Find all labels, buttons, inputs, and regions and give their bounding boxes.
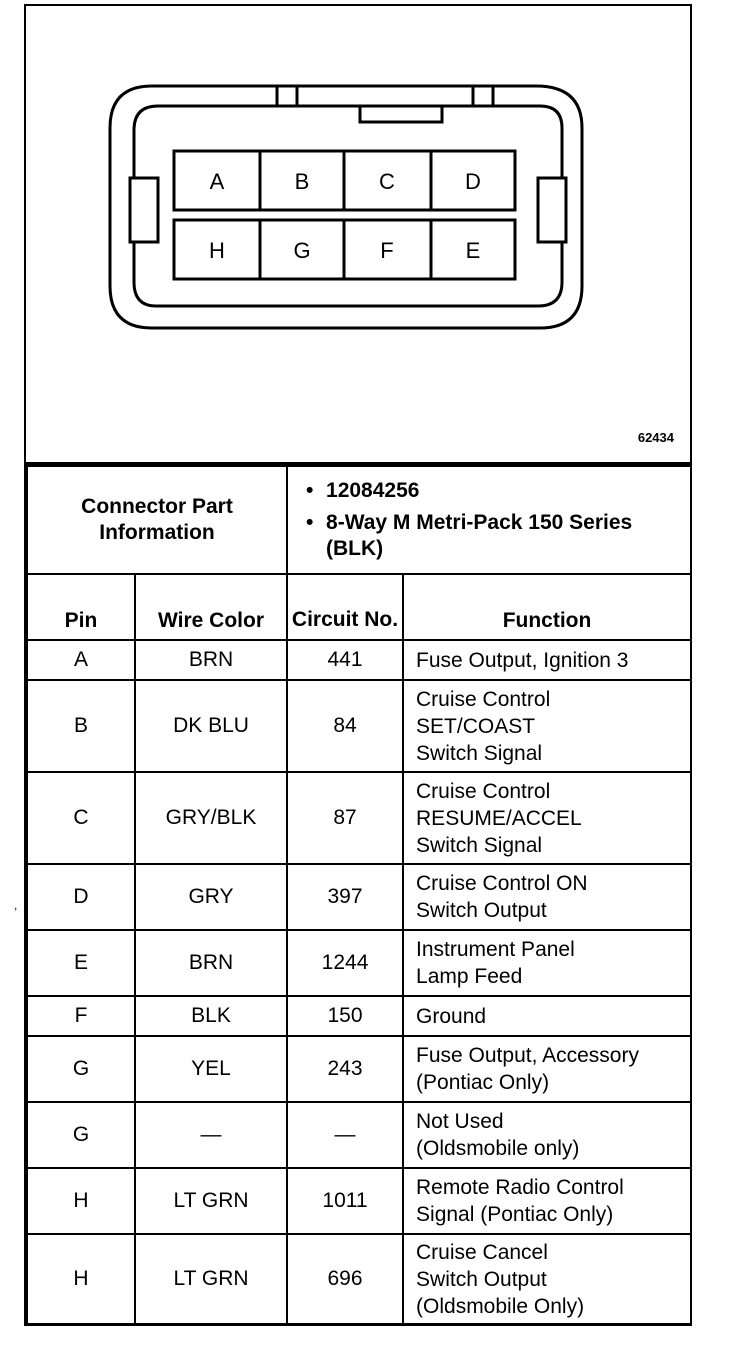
function-line: Switch Output — [416, 899, 547, 922]
cell-pin: C — [27, 772, 135, 864]
info-details — [287, 466, 691, 574]
function-line: (Oldsmobile only) — [416, 1137, 580, 1160]
cell-pin: G — [27, 1102, 135, 1168]
function-line: Switch Signal — [416, 833, 543, 857]
cell-pin: E — [27, 930, 135, 996]
cell-circuit: 1011 — [287, 1168, 403, 1234]
function-line: Cruise Control ON — [416, 872, 588, 895]
cell-wire-color: DK BLU — [135, 680, 287, 772]
cell-circuit: 87 — [287, 772, 403, 864]
cell-circuit: 397 — [287, 864, 403, 930]
connector-diagram — [26, 6, 690, 465]
info-bullet: • 8-Way M Metri-Pack 150 Series (BLK) — [306, 511, 633, 560]
table-row — [27, 640, 691, 680]
cell-circuit: 441 — [287, 640, 403, 680]
latch-left — [277, 86, 297, 106]
function-line: Not Used — [416, 1110, 504, 1133]
stray-mark: , — [14, 898, 18, 912]
cell-circuit: 243 — [287, 1036, 403, 1102]
cell-circuit: 1244 — [287, 930, 403, 996]
cavity-label: A — [209, 169, 225, 194]
cell-function — [403, 996, 691, 1036]
info-row — [27, 466, 691, 574]
latch-right — [473, 86, 493, 106]
table-row — [27, 772, 691, 864]
cavity-label: C — [379, 169, 395, 194]
cell-wire-color: BLK — [135, 996, 287, 1036]
header-circuit: Circuit No. — [287, 574, 403, 640]
side-tab-left — [130, 178, 158, 242]
cell-wire-color: — — [135, 1102, 287, 1168]
header-wire-color: Wire Color — [135, 574, 287, 640]
function-line: SET/COAST — [416, 714, 536, 738]
function-line: (Pontiac Only) — [416, 1071, 550, 1094]
function-line: Cruise Cancel — [416, 1240, 548, 1264]
figure-number: 62434 — [637, 430, 674, 445]
cell-function — [403, 930, 691, 996]
table-row — [27, 1102, 691, 1168]
function-line: Ground — [416, 1004, 487, 1028]
cell-function — [403, 1234, 691, 1324]
table-row — [27, 1168, 691, 1234]
cell-wire-color: LT GRN — [135, 1234, 287, 1324]
cell-function — [403, 1102, 691, 1168]
header-function: Function — [403, 574, 691, 640]
connector-table — [26, 465, 692, 1325]
table-row — [27, 1036, 691, 1102]
cavity-label: B — [294, 169, 310, 194]
cell-circuit: 150 — [287, 996, 403, 1036]
cell-pin: F — [27, 996, 135, 1036]
info-bullet: • 12084256 — [306, 479, 420, 502]
cell-circuit: — — [287, 1102, 403, 1168]
cell-pin: H — [27, 1234, 135, 1324]
cell-function — [403, 1036, 691, 1102]
cell-pin: H — [27, 1168, 135, 1234]
info-label: Connector Part Information — [27, 466, 287, 574]
cell-pin: B — [27, 680, 135, 772]
cell-circuit: 696 — [287, 1234, 403, 1324]
keyway — [360, 106, 442, 122]
function-line: Switch Output — [416, 1267, 547, 1291]
cell-wire-color: BRN — [135, 640, 287, 680]
table-row — [27, 864, 691, 930]
function-line: Cruise Control — [416, 779, 551, 803]
header-row — [27, 574, 691, 640]
table-row — [27, 996, 691, 1036]
cell-wire-color: BRN — [135, 930, 287, 996]
cell-pin: G — [27, 1036, 135, 1102]
cell-wire-color: GRY/BLK — [135, 772, 287, 864]
function-line: Switch Signal — [416, 741, 543, 765]
table-row — [27, 1234, 691, 1324]
function-line: Signal (Pontiac Only) — [416, 1203, 614, 1226]
cell-pin: D — [27, 864, 135, 930]
cell-function — [403, 1168, 691, 1234]
cavity-label: G — [293, 238, 311, 263]
cavity-label: F — [380, 238, 394, 263]
function-line: Cruise Control — [416, 687, 551, 711]
function-line: (Oldsmobile Only) — [416, 1294, 585, 1318]
cell-pin: A — [27, 640, 135, 680]
function-line: Remote Radio Control — [416, 1176, 624, 1199]
cell-circuit: 84 — [287, 680, 403, 772]
function-line: Lamp Feed — [416, 965, 523, 988]
function-line: RESUME/ACCEL — [416, 806, 582, 830]
function-line: Fuse Output, Accessory — [416, 1044, 639, 1067]
table-row — [27, 930, 691, 996]
connector-face-drawing — [26, 6, 690, 462]
cell-function — [403, 864, 691, 930]
cavity-label: H — [209, 238, 225, 263]
cell-wire-color: LT GRN — [135, 1168, 287, 1234]
cell-wire-color: YEL — [135, 1036, 287, 1102]
cell-function — [403, 772, 691, 864]
cavity-label: E — [465, 238, 481, 263]
table-row — [27, 680, 691, 772]
header-pin: Pin — [27, 574, 135, 640]
cavity-label: D — [465, 169, 481, 194]
side-tab-right — [538, 178, 566, 242]
cell-function — [403, 680, 691, 772]
cell-function — [403, 640, 691, 680]
cell-wire-color: GRY — [135, 864, 287, 930]
connector-sheet — [24, 4, 692, 1326]
function-line: Fuse Output, Ignition 3 — [416, 648, 629, 672]
function-line: Instrument Panel — [416, 938, 575, 961]
